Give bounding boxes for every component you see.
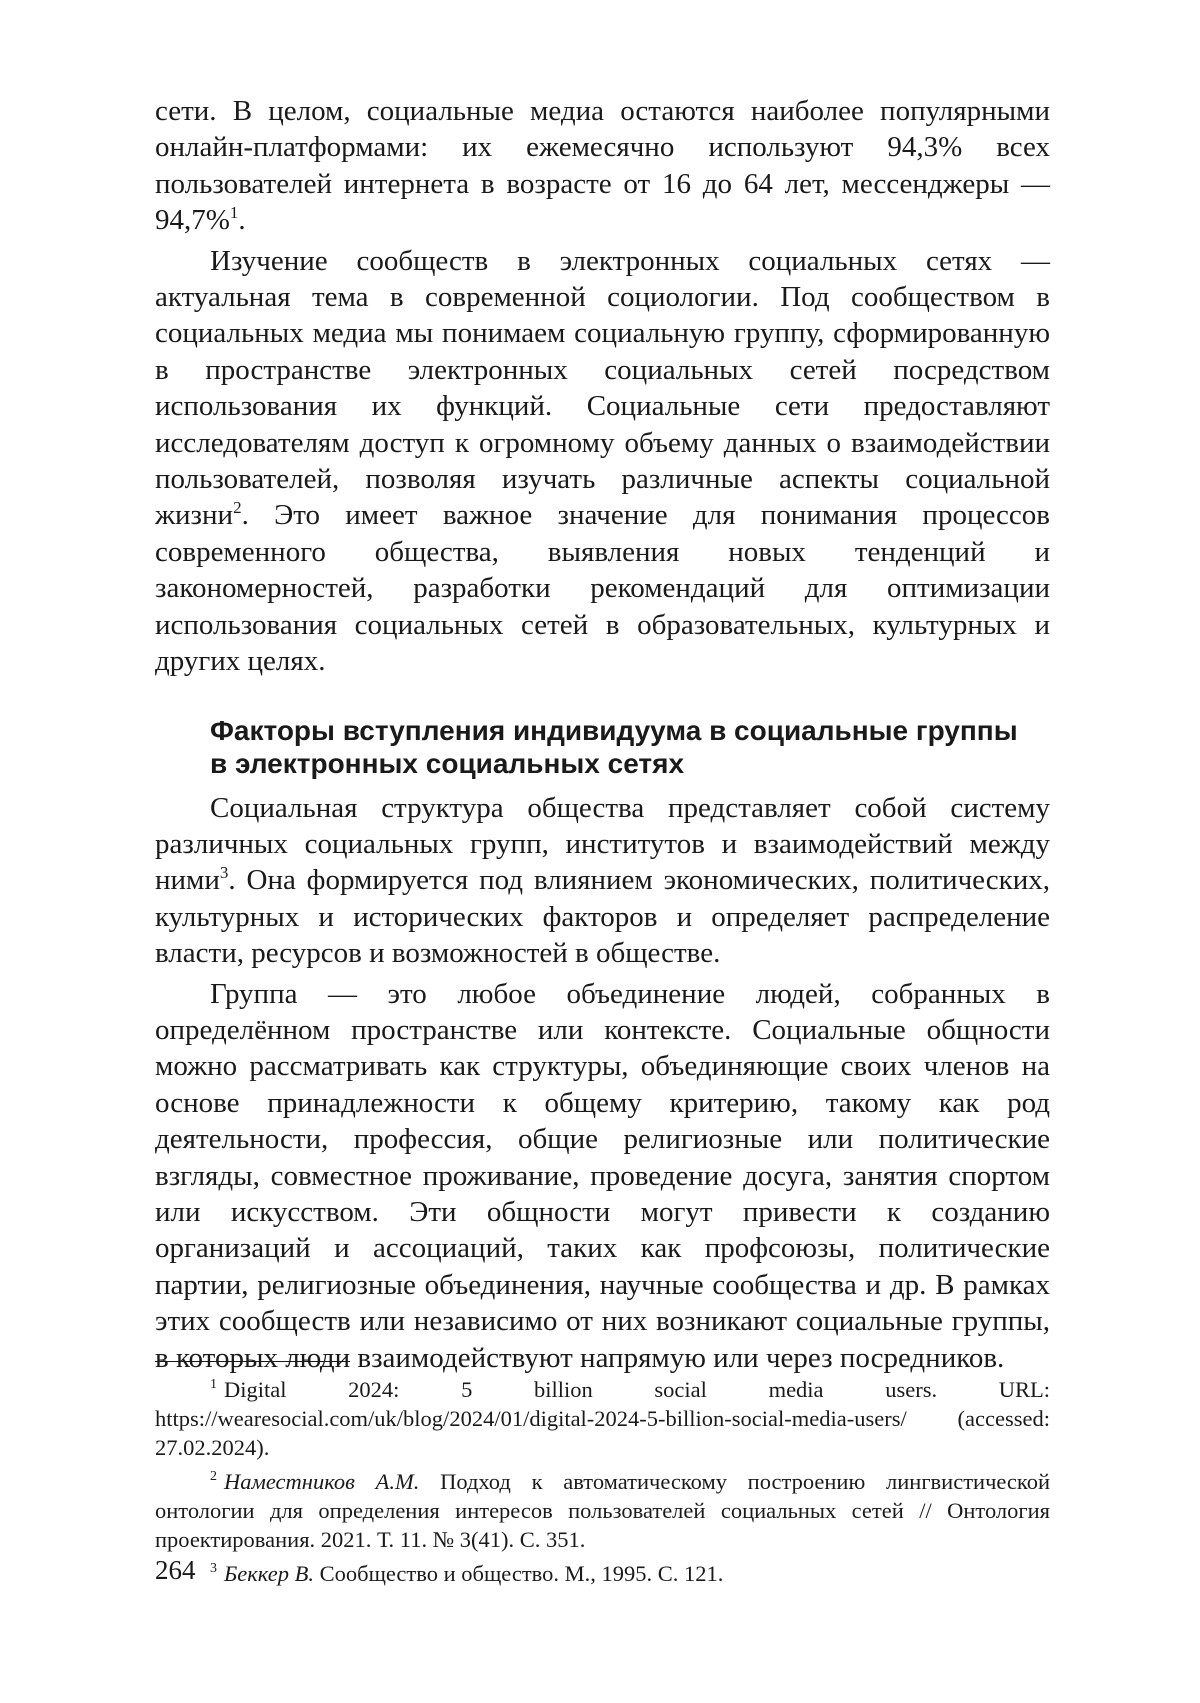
footnote-text: Подход к автоматическому построению лингвистической онтологии для определения интересов пользователей социальных сетей // Онтология проектирования. 2021. Т. 11. № 3(41). С. 351.	[155, 1469, 1051, 1552]
paragraph-2-tail: . Это имеет важное значение для понимания процессов современного общества, выявления новых тенденций и закономерностей, разработки рекомендаций для оптимизации использования социальных сетей в образовательных, культурных и других целях.	[155, 499, 1050, 678]
footnote-ref-3[interactable]: 3	[219, 863, 229, 883]
section-heading-line-1: Факторы вступления индивидуума в социальные группы	[210, 714, 1018, 746]
footnotes	[155, 1375, 1050, 1593]
footnote-number: 1	[210, 1377, 217, 1392]
footnote-ref-1[interactable]: 1	[229, 203, 239, 223]
section-heading-line-2: в электронных социальных сетях	[210, 747, 685, 779]
body-text	[155, 93, 1050, 1376]
footnote-3	[155, 1559, 1050, 1588]
section-heading	[210, 714, 1050, 780]
paragraph-2-text: Изучение сообществ в электронных социальных сетях — актуальная тема в современной социологии. Под сообществом в социальных медиа мы понимаем социальную группу, сформированную в пространстве электронных социальных сетей посредством использования их функций. Социальные сети предоставляют исследователям доступ к огромному объему данных о взаимодействии пользователей, позволяя изучать различные аспекты социальной жизни	[155, 244, 1050, 532]
paragraph-2	[155, 243, 1050, 680]
paragraph-1-tail: .	[238, 204, 246, 237]
footnote-1	[155, 1375, 1050, 1462]
footnote-author: Беккер В.	[224, 1561, 314, 1586]
paragraph-1-text: сети. В целом, социальные медиа остаются наиболее популярными онлайн-платформами: их ежемесячно используют 94,3% всех пользователей интернета в возрасте от 16 до 64 лет, мессенджеры — 94,7%	[155, 95, 1050, 237]
footnote-2	[155, 1467, 1050, 1554]
footnote-number: 3	[210, 1561, 217, 1576]
paragraph-4	[155, 976, 1050, 1376]
footnote-divider	[155, 1361, 350, 1362]
paragraph-4-text: Группа — это любое объединение людей, собранных в определённом пространстве или контексте. Социальные общности можно рассматривать как структуры, объединяющие своих членов на основе принадлежности к общему критерию, такому как род деятельности, профессия, общие религиозные или политические взгляды, совместное проживание, проведение досуга, занятия спортом или искусством. Эти общности могут привести к созданию организаций и ассоциаций, таких как профсоюзы, политические партии, религиозные объединения, научные сообщества и др. В рамках этих сообществ или независимо от них возникают социальные группы, в которых люди взаимодействуют напрямую или через посредников.	[155, 977, 1050, 1374]
paragraph-3-text: Социальная структура общества представляет собой систему различных социальных групп, институтов и взаимодействий между ними	[155, 791, 1050, 897]
footnote-text: Сообщество и общество. М., 1995. С. 121.	[319, 1561, 724, 1586]
footnote-author: Наместников А.М.	[224, 1469, 420, 1494]
footnote-number: 2	[210, 1469, 217, 1484]
paragraph-3	[155, 790, 1050, 972]
footnote-text: Digital 2024: 5 billion social media users. URL: https://wearesocial.com/uk/blog/2024/01/digital-2024-5-billion-social-media-users/ (accessed: 27.02.2024).	[155, 1377, 1050, 1460]
page-number: 264	[155, 1555, 196, 1585]
footnote-ref-2[interactable]: 2	[233, 498, 242, 518]
paragraph-1	[155, 93, 1050, 239]
paragraph-3-tail: . Она формируется под влиянием экономических, политических, культурных и исторических факторов и определяет распределение власти, ресурсов и возможностей в обществе.	[155, 864, 1050, 970]
